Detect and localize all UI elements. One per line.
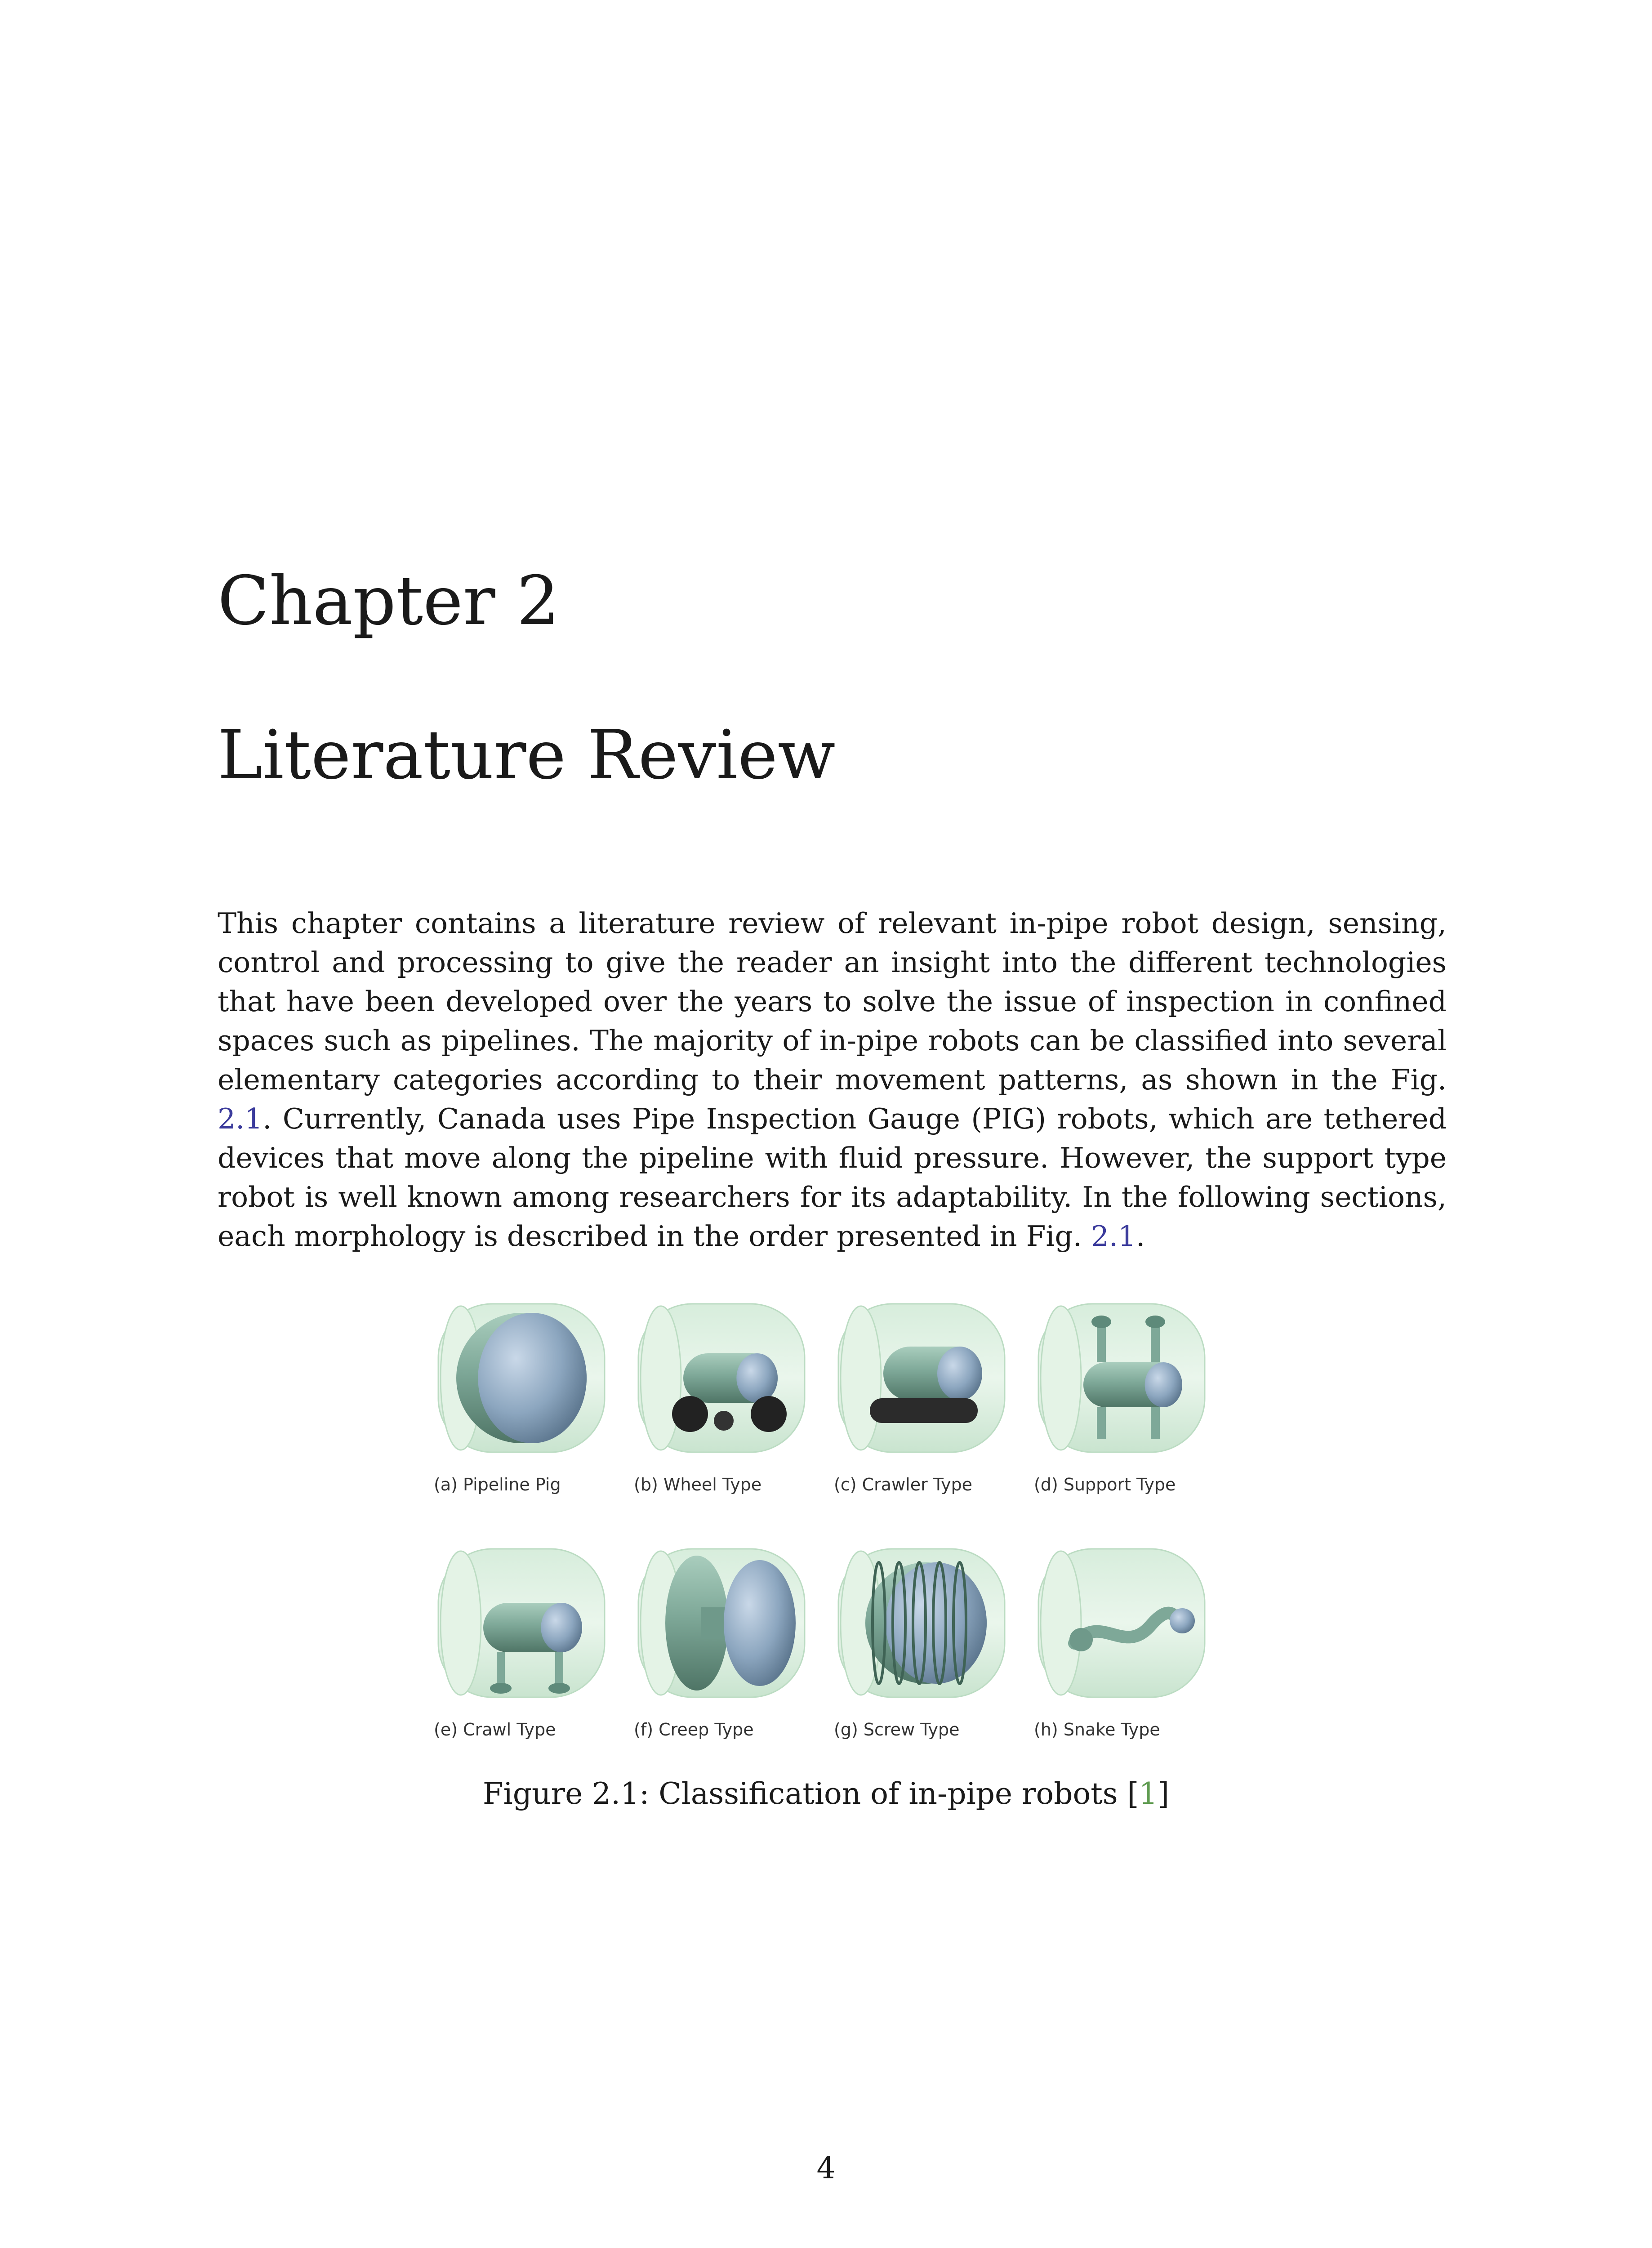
support-robot-illustration: [1038, 1304, 1205, 1452]
chapter-title: Literature Review: [218, 716, 836, 794]
robot-classification-image: [434, 1295, 1234, 1744]
figure-panel-crawler: [834, 1304, 1005, 1494]
body-text-part-1: This chapter contains a literature review of relevant in-pipe robot design, sensing, control and processing to give the reader an insight into the different technologies that have been developed over the years to solve the issue of inspection in confined spaces such as pipelines. The majority of in-pipe robots can be classified into several elementary categories according to their movement patterns, as shown in the Fig.: [218, 907, 1447, 1096]
page-number: 4: [816, 2151, 836, 2186]
figure-panel-support: [1034, 1304, 1205, 1494]
figure-robot-classification: [434, 1295, 1234, 1744]
figure-panel-crawl: [434, 1549, 605, 1740]
body-text-part-3: .: [1136, 1220, 1145, 1253]
body-paragraph: [218, 904, 1447, 1256]
figure-panel-label-wheel: (b) Wheel Type: [634, 1475, 762, 1494]
figure-reference-link[interactable]: 2.1: [218, 1102, 263, 1135]
figure-panel-wheel: [634, 1304, 805, 1494]
body-text-part-2: . Currently, Canada uses Pipe Inspection Gauge (PIG) robots, which are tethered devices that move along the pipeline with fluid pressure. However, the support type robot is well known among researchers for its adaptability. In the following sections, each morphology is described in the order presented in Fig.: [218, 1102, 1447, 1253]
figure-panel-label-creep: (f) Creep Type: [634, 1720, 754, 1740]
figure-panel-snake: [1034, 1549, 1205, 1740]
figure-panel-screw: [834, 1549, 1005, 1740]
chapter-label: Chapter 2: [218, 562, 560, 640]
caption-text: Figure 2.1: Classification of in-pipe robots [: [482, 1776, 1139, 1811]
wheel-robot-illustration: [638, 1304, 805, 1452]
figure-panel-label-support: (d) Support Type: [1034, 1475, 1176, 1494]
figure-caption: [0, 1776, 1652, 1811]
figure-panel-label-pig: (a) Pipeline Pig: [434, 1475, 561, 1494]
figure-panel-pig: [434, 1304, 605, 1494]
figure-panel-label-snake: (h) Snake Type: [1034, 1720, 1160, 1740]
figure-reference-link-2[interactable]: 2.1: [1091, 1220, 1136, 1253]
creep-robot-illustration: [638, 1549, 805, 1697]
crawl-robot-illustration: [438, 1549, 605, 1697]
figure-panel-creep: [634, 1549, 805, 1740]
figure-panel-label-crawler: (c) Crawler Type: [834, 1475, 973, 1494]
pig-robot-illustration: [438, 1304, 605, 1452]
figure-panel-label-screw: (g) Screw Type: [834, 1720, 960, 1740]
figure-panel-label-crawl: (e) Crawl Type: [434, 1720, 556, 1740]
screw-robot-illustration: [838, 1549, 1005, 1697]
snake-robot-illustration: [1038, 1549, 1205, 1697]
crawler-robot-illustration: [838, 1304, 1005, 1452]
caption-close-bracket: ]: [1158, 1776, 1170, 1811]
citation-link[interactable]: 1: [1139, 1776, 1158, 1811]
